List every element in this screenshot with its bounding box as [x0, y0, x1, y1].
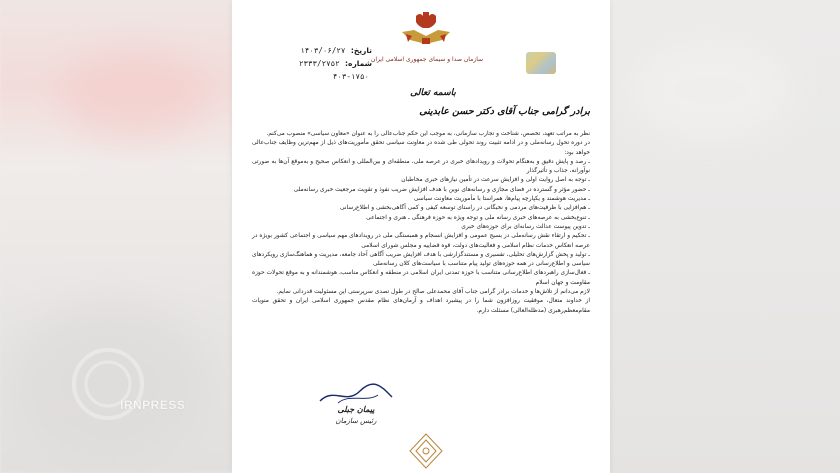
ref-row [262, 70, 372, 83]
signature-block [316, 383, 396, 427]
body-paragraph: ـ تدوین پیوست عدالت رسانه‌ای برای حوزه‌های خبری [461, 223, 590, 230]
body-paragraph: ـ مدیریت هوشمند و یکپارچه پیام‌ها، همراستا با مأموریت معاونت سیاسی [413, 196, 590, 203]
body-paragraph: ـ توجه به اصل روایت اولی و افزایش سرعت در تأمین نیازهای خبری مخاطبان [401, 177, 590, 184]
body-paragraph: در دوره تحول رسانه‌ملی و در ادامه تثبیت روند تحولی طی شده در معاونت سیاسی تحقق مأموریت‌های ذیل از مهم‌ترین وظایف جناب‌عالی خواهد بود: [252, 140, 590, 156]
body-paragraph: ـ تولید و پخش گزارش‌های تحلیلی، تفسیری و مستندگزارشی با هدف افزایش ضریب آگاهی آحاد جامعه، مدیریت و هماهنگ‌سازی رویکردهای سیاسی و اطلاع‌رسانی در همه حوزه‌های تولید پیام متناسب با سیاست‌های کلان رسانه‌ملی [252, 251, 590, 268]
signer-name: پیمان جبلی [337, 405, 375, 414]
number-value: ۲۳۳۳/۲۷۵۲ [299, 59, 340, 68]
ornament-icon [406, 432, 446, 470]
watermark-text: IRNPRESS [120, 398, 186, 412]
number-label: شماره: [345, 59, 372, 68]
date-row [262, 44, 372, 57]
ref-value: ۴۰۳-۱۷۵۰ [332, 72, 369, 81]
body-paragraph: ـ تحکیم و ارتقاء نقش رسانه‌ملی در بسیج عمومی و افزایش انسجام و همبستگی ملی در رویدادهای مهم سیاسی و اجتماعی کشور بویژه در عرصه انعکاس خدمات نظام اسلامی و فعالیت‌های دولت، قوه قضاییه و مجلس شورای اسلامی [252, 233, 590, 249]
irib-logo-icon [396, 10, 456, 54]
letter-body [252, 130, 590, 316]
bismillah-heading: باسمه تعالی [410, 88, 456, 98]
letter-paper [232, 0, 610, 473]
signature-scribble-icon [316, 383, 396, 407]
body-paragraph: از خداوند متعال، موفقیت روزافزون شما را در پیشبرد اهداف و آرمان‌های نظام مقدس جمهوری اسلامی ایران و تحقق منویات مقام‌معظم‌رهبری (مدظله‌العالی) مسئلت دارم. [252, 298, 590, 314]
body-paragraph: ـ فعال‌سازی راهبردهای اطلاع‌رسانی متناسب با حوزه تمدنی ایران اسلامی در منطقه و انعکاس مناسب، هوشمندانه و به موقع تحولات حوزه مقاومت و جهان اسلام [252, 270, 590, 286]
body-paragraph: ـ حضور مؤثر و گسترده در فضای مجازی و رسانه‌های نوین با هدف افزایش ضریب نفوذ و تقویت مرجعیت خبری رسانه‌ملی [293, 186, 590, 193]
signer-title: رئیس سازمان [335, 417, 377, 425]
body-paragraph: نظر به مراتب تعهد، تخصص، شناخت و تجارب سازمانی، به موجب این حکم جناب‌عالی را به عنوان «معاون سیاسی» منصوب می‌کنم. [266, 131, 590, 137]
date-value: ۱۴۰۳/۰۶/۲۷ [300, 46, 346, 55]
date-label: تاریخ: [350, 46, 372, 55]
letter-meta [262, 44, 372, 83]
body-paragraph: ـ هم‌افزایی با ظرفیت‌های مردمی و نخبگانی در راستای توسعه کیفی و کمی آگاهی‌بخشی و اطلاع‌رسانی [339, 205, 590, 212]
body-paragraph: ـ تنوع‌بخشی به عرصه‌های خبری رسانه ملی و توجه ویژه به حوزه فرهنگی ـ هنری و اجتماعی [366, 214, 590, 221]
background-right [610, 0, 840, 473]
background-blur-shape [60, 50, 210, 140]
letter-content [248, 0, 594, 473]
body-paragraph: لازم می‌دانم از تلاش‌ها و خدمات برادر گرامی جناب آقای محمدعلی صالح در طول تصدی سرپرستی این مسئولیت قدردانی نمایم. [276, 289, 590, 296]
body-paragraph: ـ رصد و پایش دقیق و به‌هنگام تحولات و رویدادهای خبری در عرصه ملی، منطقه‌ای و بین‌المللی و انعکاس صحیح و به‌موقع آن‌ها به صورتی نوآورانه، جذاب و تأثیرگذار [252, 158, 590, 175]
organization-name: سازمان صدا و سیمای جمهوری اسلامی ایران [370, 56, 484, 63]
background-blur-shape [630, 40, 790, 140]
number-row [262, 57, 372, 70]
salutation: برادر گرامی جناب آقای دکتر حسن عابدینی [419, 106, 590, 117]
hologram-seal [526, 52, 556, 74]
